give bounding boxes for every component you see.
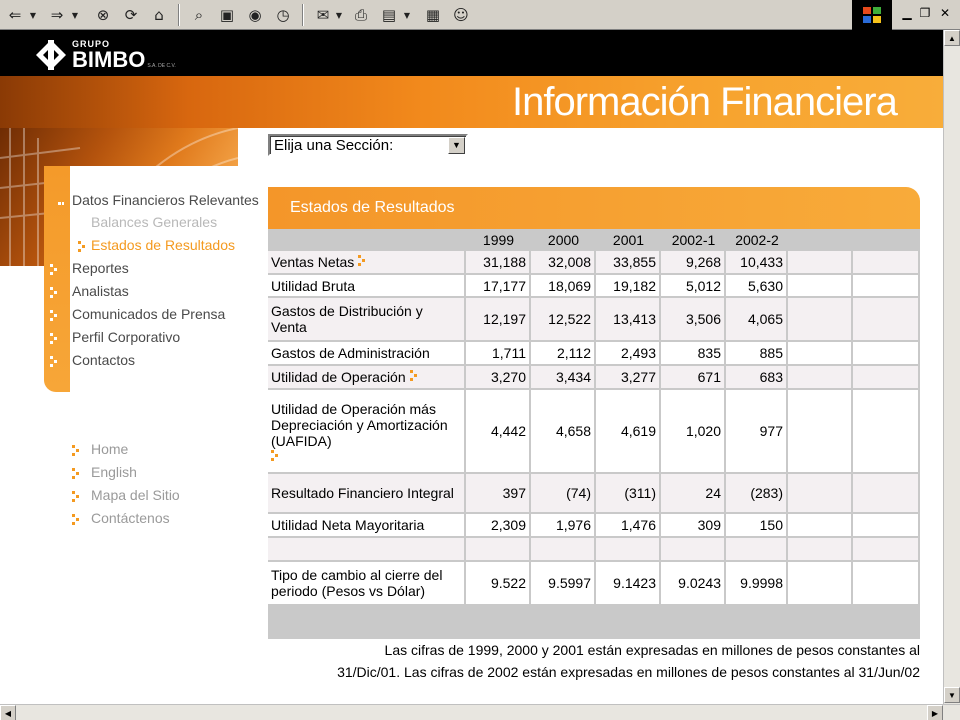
table-cell [531, 538, 596, 562]
vertical-scrollbar[interactable] [943, 30, 960, 704]
table-row [268, 366, 920, 390]
table-row [268, 390, 920, 474]
row-label-text: Resultado Financiero Integral [271, 485, 454, 501]
table-cell: 2,493 [596, 342, 661, 366]
search-icon[interactable]: ⌕ [194, 6, 204, 24]
table-spacer-row [268, 538, 920, 562]
row-label-text: Gastos de Distribución y Venta [271, 303, 423, 335]
table-cell [788, 251, 853, 275]
bimbo-logo-icon [34, 38, 68, 72]
table-cell: 17,177 [466, 275, 531, 298]
chevron-down-icon[interactable]: ▼ [448, 137, 465, 154]
arrow-bullet-icon [72, 513, 80, 525]
column-header: 1999 [466, 229, 531, 251]
row-label-text: Gastos de Administración [271, 345, 430, 361]
table-cell: 4,658 [531, 390, 596, 474]
table-cell: 2,309 [466, 514, 531, 538]
minimize-icon[interactable]: ▁ [902, 6, 912, 20]
mail-dropdown-icon[interactable]: ▼ [335, 10, 343, 20]
table-row [268, 251, 920, 275]
row-label [268, 514, 466, 538]
table-cell: 4,065 [726, 298, 788, 342]
table-cell: (311) [596, 474, 661, 514]
column-header: 2002-2 [726, 229, 788, 251]
table-cell [788, 366, 853, 390]
table-cell: 150 [726, 514, 788, 538]
table-cell: 9.522 [466, 562, 531, 606]
utility-link-3[interactable]: Contáctenos [91, 510, 170, 526]
windows-logo-icon [852, 0, 892, 30]
table-cell: 3,277 [596, 366, 661, 390]
back-icon[interactable]: ⇐ [8, 6, 22, 24]
arrow-bullet-icon [50, 355, 58, 367]
arrow-bullet-icon [72, 490, 80, 502]
table-cell: 5,630 [726, 275, 788, 298]
page-title: Información Financiera [512, 80, 897, 124]
nav-item-3[interactable]: Reportes [72, 260, 129, 276]
table-cell: 2,112 [531, 342, 596, 366]
row-label [268, 390, 466, 474]
section-select[interactable] [268, 134, 468, 156]
utility-link-1[interactable]: English [91, 464, 137, 480]
nav-item-5[interactable]: Comunicados de Prensa [72, 306, 226, 322]
nav-item-4[interactable]: Analistas [72, 283, 129, 299]
mail-icon[interactable]: ✉ [316, 6, 330, 24]
scroll-down-icon[interactable]: ▼ [944, 687, 960, 703]
table-cell [853, 562, 920, 606]
row-label-text: Utilidad Neta Mayoritaria [271, 517, 425, 533]
table-row [268, 562, 920, 606]
table-cell [853, 342, 920, 366]
messenger-icon[interactable]: ☺ [453, 6, 469, 24]
row-label-text: Utilidad de Operación [271, 369, 406, 385]
logo-sa-text: S.A. DE C.V. [147, 62, 176, 69]
table-cell [661, 538, 726, 562]
section-select-value: Elija una Sección: [274, 137, 394, 154]
row-label [268, 474, 466, 514]
restore-icon[interactable]: ❐ [919, 6, 931, 20]
table-cell: 835 [661, 342, 726, 366]
table-cell [466, 538, 531, 562]
row-label [268, 366, 466, 390]
table-cell: 1,020 [661, 390, 726, 474]
scroll-left-icon[interactable]: ◀ [0, 705, 16, 720]
table-cell: 4,442 [466, 390, 531, 474]
table-cell [853, 275, 920, 298]
table-cell: 683 [726, 366, 788, 390]
arrow-bullet-icon[interactable] [271, 449, 279, 461]
row-label-text: Tipo de cambio al cierre del periodo (Pesos vs Dólar) [271, 567, 443, 599]
arrow-bullet-icon [50, 195, 58, 207]
table-cell [853, 251, 920, 275]
stop-icon[interactable]: ⊗ [96, 6, 110, 24]
column-header: 2002-1 [661, 229, 726, 251]
forward-dropdown-icon[interactable]: ▼ [71, 10, 79, 20]
arrow-bullet-icon [72, 444, 80, 456]
edit-dropdown-icon[interactable]: ▼ [403, 10, 411, 20]
table-cell: 5,012 [661, 275, 726, 298]
arrow-bullet-icon[interactable] [358, 254, 366, 266]
table-row [268, 474, 920, 514]
media-icon[interactable]: ◉ [248, 6, 262, 24]
table-cell [788, 538, 853, 562]
logo-bimbo-text: BIMBO [72, 46, 146, 72]
table-cell: 31,188 [466, 251, 531, 275]
scroll-up-icon[interactable]: ▲ [944, 30, 960, 46]
arrow-bullet-icon [50, 309, 58, 321]
table-row [268, 298, 920, 342]
table-cell: 885 [726, 342, 788, 366]
table-row [268, 342, 920, 366]
table-cell: 9.5997 [531, 562, 596, 606]
table-cell [788, 390, 853, 474]
header-bar [0, 30, 943, 76]
table-cell [788, 514, 853, 538]
table-cell: 3,434 [531, 366, 596, 390]
table-header-row [268, 229, 920, 251]
results-table [268, 229, 920, 606]
row-label-text: Utilidad Bruta [271, 277, 356, 294]
row-label-text: Ventas Netas [271, 254, 355, 270]
table-cell: 19,182 [596, 275, 661, 298]
home-icon[interactable]: ⌂ [154, 6, 164, 24]
arrow-bullet-icon [50, 286, 58, 298]
column-header: 2001 [596, 229, 661, 251]
close-icon[interactable]: ✕ [939, 6, 951, 20]
nav-item-6[interactable]: Perfil Corporativo [72, 329, 181, 345]
utility-link-2[interactable]: Mapa del Sitio [91, 487, 180, 503]
arrow-bullet-icon [50, 263, 58, 275]
row-label [268, 342, 466, 366]
table-cell [853, 474, 920, 514]
arrow-bullet-icon [50, 332, 58, 344]
table-cell: 9.0243 [661, 562, 726, 606]
nav-item-2[interactable]: Estados de Resultados [91, 237, 235, 253]
table-cell [268, 538, 466, 562]
refresh-icon[interactable]: ⟳ [124, 6, 138, 24]
table-cell: 977 [726, 390, 788, 474]
table-cell [853, 366, 920, 390]
browser-toolbar [0, 0, 960, 30]
row-label [268, 562, 466, 606]
page-viewport [0, 30, 943, 704]
table-cell: (283) [726, 474, 788, 514]
toolbar-separator [178, 4, 180, 26]
table-cell [596, 538, 661, 562]
row-label [268, 275, 466, 298]
table-cell [788, 342, 853, 366]
table-cell: 13,413 [596, 298, 661, 342]
history-icon[interactable]: ◷ [276, 6, 290, 24]
utility-link-0[interactable]: Home [91, 441, 129, 457]
nav-item-1[interactable]: Balances Generales [91, 214, 218, 230]
table-row [268, 514, 920, 538]
favorites-icon[interactable]: ▣ [219, 6, 235, 24]
table-cell: 1,711 [466, 342, 531, 366]
logo-grupo-text: GRUPO [72, 38, 111, 49]
arrow-bullet-icon [78, 240, 86, 252]
table-cell: 32,008 [531, 251, 596, 275]
print-icon[interactable]: ⎙ [354, 6, 367, 24]
table-cell: 1,976 [531, 514, 596, 538]
table-cell: 18,069 [531, 275, 596, 298]
table-cell [853, 538, 920, 562]
scroll-right-icon[interactable]: ▶ [927, 705, 943, 720]
table-cell: 12,197 [466, 298, 531, 342]
nav-item-0[interactable]: Datos Financieros Relevantes [72, 192, 259, 208]
arrow-bullet-icon[interactable] [410, 369, 418, 381]
table-cell: 24 [661, 474, 726, 514]
table-cell [788, 474, 853, 514]
table-cell [853, 298, 920, 342]
table-row [268, 275, 920, 298]
row-label [268, 298, 466, 342]
table-cell [853, 514, 920, 538]
table-cell [788, 298, 853, 342]
table-cell: (74) [531, 474, 596, 514]
table-cell [853, 390, 920, 474]
arrow-bullet-icon [72, 467, 80, 479]
table-cell: 9.1423 [596, 562, 661, 606]
row-label [268, 251, 466, 275]
nav-item-7[interactable]: Contactos [72, 352, 136, 368]
table-cell: 1,476 [596, 514, 661, 538]
table-cell: 12,522 [531, 298, 596, 342]
table-cell: 10,433 [726, 251, 788, 275]
table-cell: 33,855 [596, 251, 661, 275]
toolbar-separator [302, 4, 304, 26]
row-label-text: Utilidad de Operación más Depreciación y Amortización (UAFIDA) [271, 401, 448, 449]
table-cell: 397 [466, 474, 531, 514]
column-header: 2000 [531, 229, 596, 251]
forward-icon[interactable]: ⇒ [50, 6, 64, 24]
table-cell: 671 [661, 366, 726, 390]
edit-icon[interactable]: ▤ [381, 6, 397, 24]
horizontal-scrollbar[interactable] [0, 704, 960, 720]
table-cell: 9.9998 [726, 562, 788, 606]
table-cell [726, 538, 788, 562]
table-cell [788, 275, 853, 298]
bimbo-logo[interactable] [34, 38, 176, 72]
discuss-icon[interactable]: ▦ [425, 6, 441, 24]
table-cell: 309 [661, 514, 726, 538]
table-cell [788, 562, 853, 606]
back-dropdown-icon[interactable]: ▼ [29, 10, 37, 20]
table-cell: 3,506 [661, 298, 726, 342]
results-table-footer [268, 610, 920, 639]
table-cell: 4,619 [596, 390, 661, 474]
results-panel-title: Estados de Resultados [290, 199, 455, 216]
table-cell: 3,270 [466, 366, 531, 390]
footnote: Las cifras de 1999, 2000 y 2001 están expresadas en millones de pesos constantes al 31/Dic/01. Las cifras de 2002 están expresadas en millones de pesos constantes al 31/Jun/02 [337, 642, 920, 680]
table-cell: 9,268 [661, 251, 726, 275]
